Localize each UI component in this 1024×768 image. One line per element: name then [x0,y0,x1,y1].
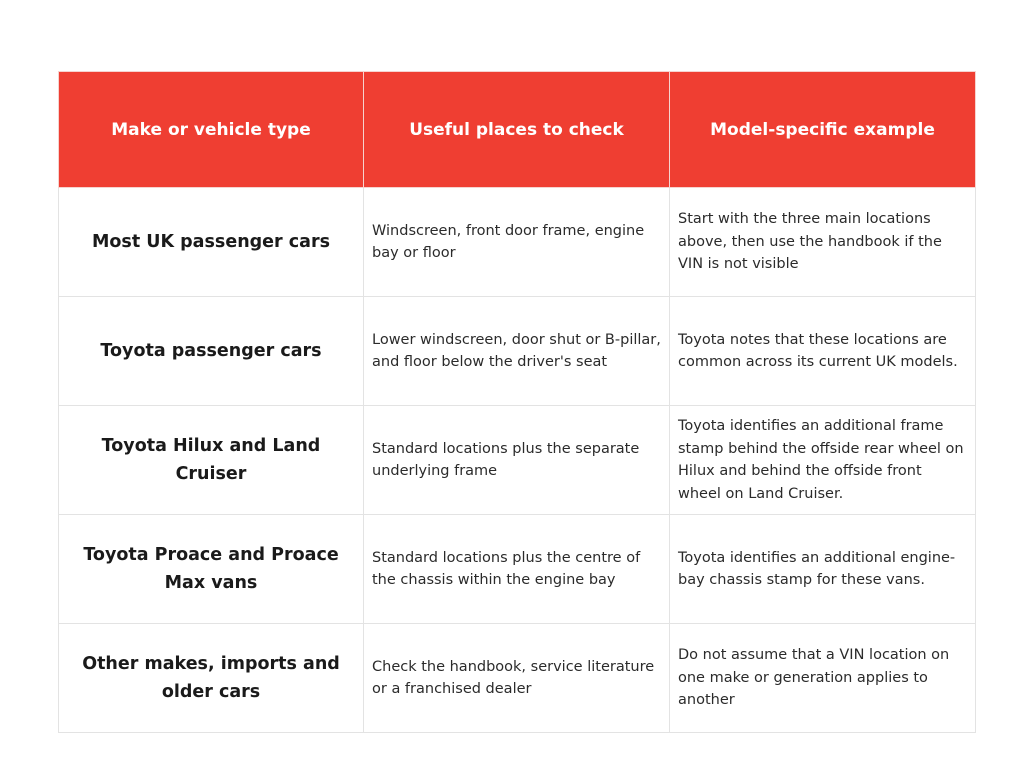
table-row [59,406,976,515]
example-cell: Toyota identifies an additional frame stamp behind the offside rear wheel on Hilux and behind the offside front wheel on Land Cruiser. [670,406,976,515]
table-row [59,188,976,297]
places-cell: Check the handbook, service literature or a franchised dealer [364,624,670,733]
example-cell: Toyota identifies an additional engine-bay chassis stamp for these vans. [670,515,976,624]
header-model-specific-example: Model-specific example [670,72,976,188]
header-useful-places: Useful places to check [364,72,670,188]
places-cell: Standard locations plus the separate underlying frame [364,406,670,515]
places-cell: Lower windscreen, door shut or B-pillar, and floor below the driver's seat [364,297,670,406]
table-header-row [59,72,976,188]
table-row [59,624,976,733]
vehicle-type-cell: Toyota Proace and Proace Max vans [59,515,364,624]
header-make-or-vehicle-type: Make or vehicle type [59,72,364,188]
places-cell: Standard locations plus the centre of the chassis within the engine bay [364,515,670,624]
example-cell: Start with the three main locations above, then use the handbook if the VIN is not visible [670,188,976,297]
vehicle-type-cell: Most UK passenger cars [59,188,364,297]
table-row [59,515,976,624]
vin-location-table [58,71,976,733]
places-cell: Windscreen, front door frame, engine bay or floor [364,188,670,297]
example-cell: Do not assume that a VIN location on one make or generation applies to another [670,624,976,733]
vehicle-type-cell: Other makes, imports and older cars [59,624,364,733]
example-cell: Toyota notes that these locations are common across its current UK models. [670,297,976,406]
vehicle-type-cell: Toyota passenger cars [59,297,364,406]
vehicle-type-cell: Toyota Hilux and Land Cruiser [59,406,364,515]
table-row [59,297,976,406]
